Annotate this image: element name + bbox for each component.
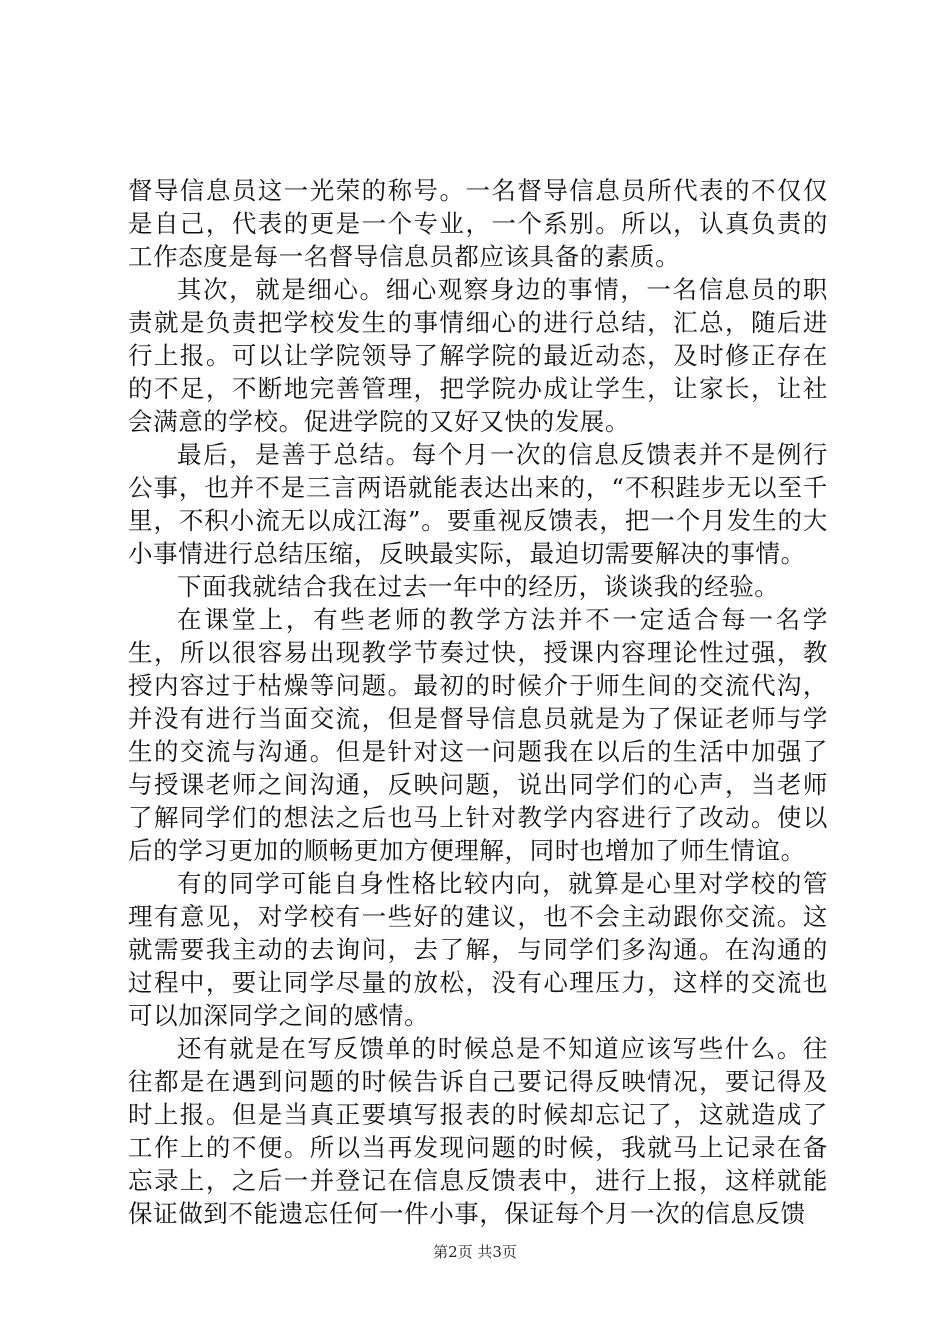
paragraph-3: 最后，是善于总结。每个月一次的信息反馈表并不是例行公事，也并不是三言两语就能表达出来的，“不积跬步无以至千里，不积小流无以成江海”。要重视反馈表，把一个月发生的大小事情进行总结压缩，反映最实际，最迫切需要解决的事情。 (128, 440, 828, 568)
paragraph-4: 下面我就结合我在过去一年中的经历，谈谈我的经验。 (177, 572, 780, 601)
paragraph-7: 还有就是在写反馈单的时候总是不知道应该写些什么。往往都是在遇到问题的时候告诉自己要记得反映情况，要记得及时上报。但是当真正要填写报表的时候却忘记了，这就造成了工作上的不便。所以当再发现问题的时候，我就马上记录在备忘录上，之后一并登记在信息反馈表中，进行上报，这样就能保证做到不能遗忘任何一件小事，保证每个月一次的信息反馈 (128, 1034, 828, 1228)
paragraph-6: 有的同学可能自身性格比较内向，就算是心里对学校的管理有意见，对学校有一些好的建议，也不会主动跟你交流。这就需要我主动的去询问，去了解，与同学们多沟通。在沟通的过程中，要让同学尽量的放松，没有心理压力，这样的交流也可以加深同学之间的感情。 (128, 869, 828, 1030)
document-body (128, 174, 828, 1230)
paragraph-1: 督导信息员这一光荣的称号。一名督导信息员所代表的不仅仅是自己，代表的更是一个专业，一个系别。所以，认真负责的工作态度是每一名督导信息员都应该具备的素质。 (128, 176, 828, 271)
paragraph-5: 在课堂上，有些老师的教学方法并不一定适合每一名学生，所以很容易出现教学节奏过快，授课内容理论性过强，教授内容过于枯燥等问题。最初的时候介于师生间的交流代沟，并没有进行当面交流，但是督导信息员就是为了保证老师与学生的交流与沟通。但是针对这一问题我在以后的生活中加强了与授课老师之间沟通，反映问题，说出同学们的心声，当老师了解同学们的想法之后也马上针对教学内容进行了改动。使以后的学习更加的顺畅更加方便理解，同时也增加了师生情谊。 (128, 605, 828, 865)
paragraph-2: 其次，就是细心。细心观察身边的事情，一名信息员的职责就是负责把学校发生的事情细心的进行总结，汇总，随后进行上报。可以让学院领导了解学院的最近动态，及时修正存在的不足，不断地完善管理，把学院办成让学生，让家长，让社会满意的学校。促进学院的又好又快的发展。 (128, 275, 828, 436)
page-number-footer: 第2页 共3页 (433, 1243, 517, 1261)
